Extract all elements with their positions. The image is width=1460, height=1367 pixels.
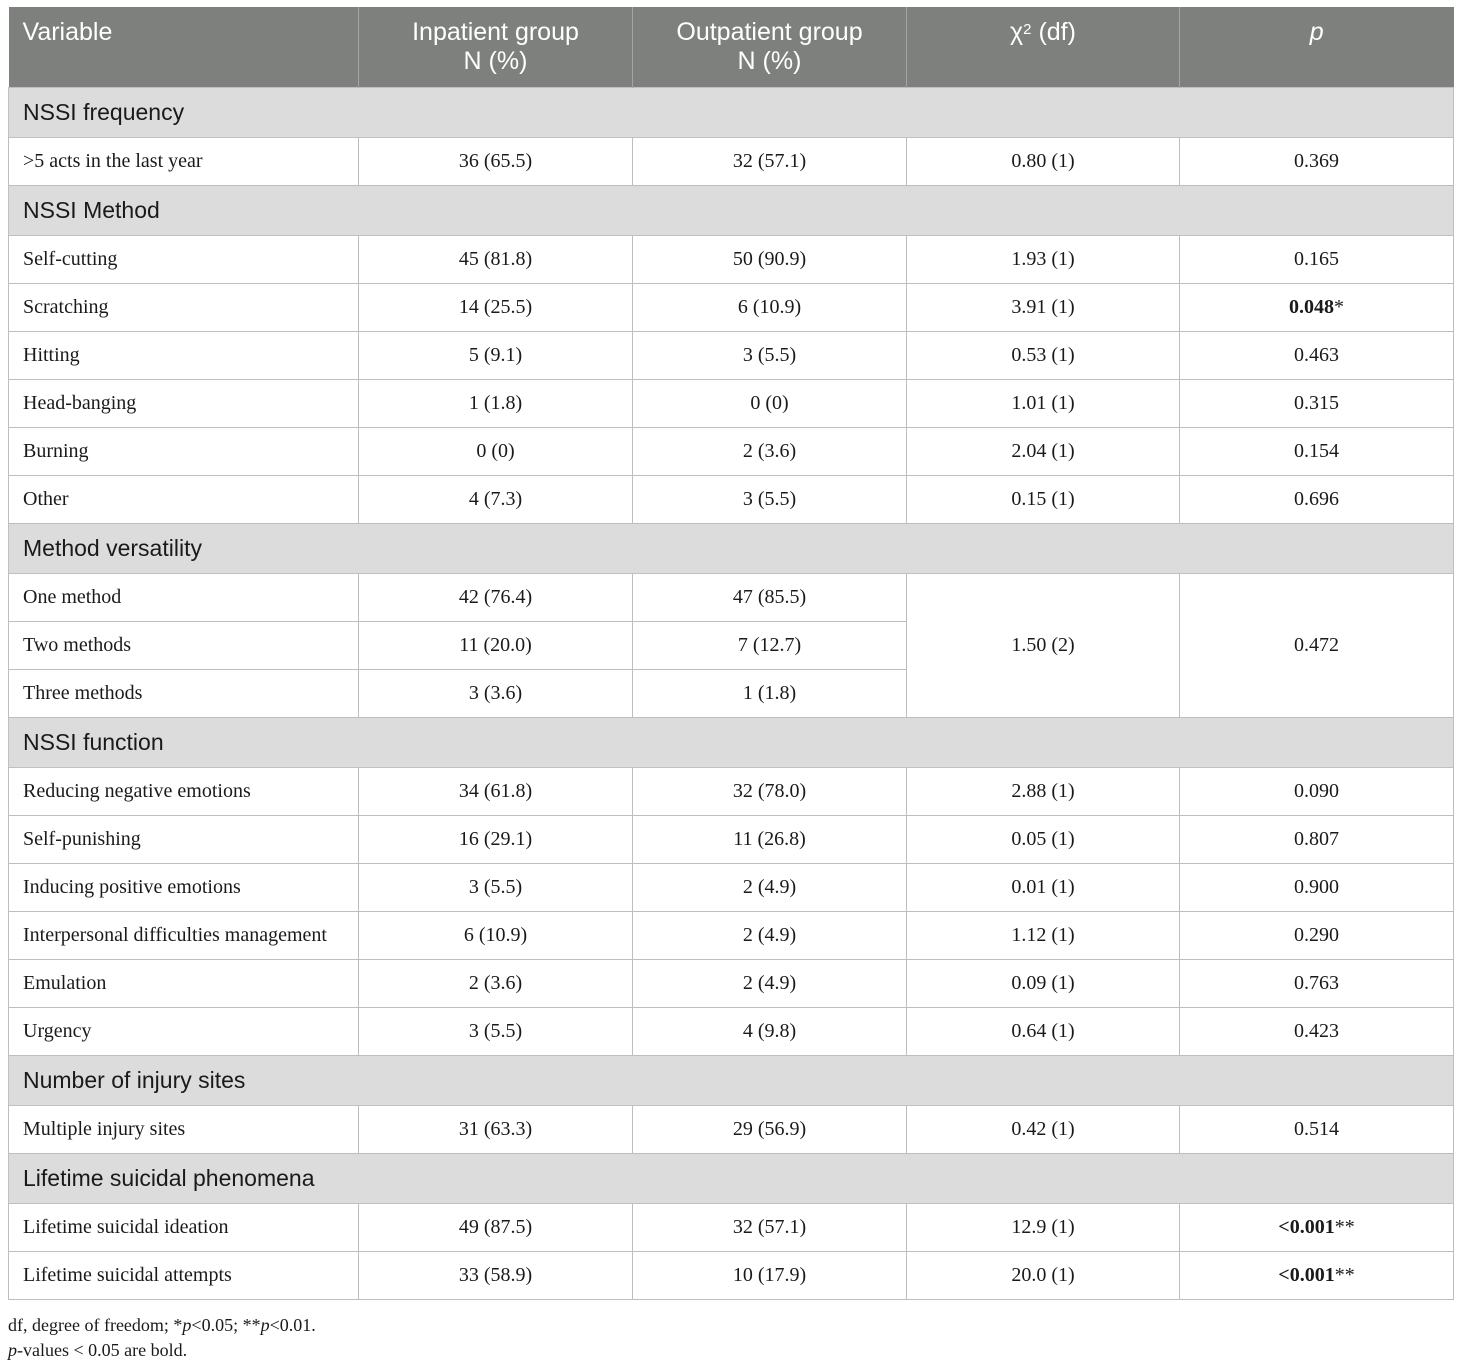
cell-inpatient: 11 (20.0) [359, 621, 633, 669]
cell-chi-square: 2.04 (1) [907, 427, 1180, 475]
p-value-text: 0.290 [1294, 923, 1339, 946]
section-row [9, 717, 1454, 767]
cell-inpatient: 36 (65.5) [359, 137, 633, 185]
cell-variable: Lifetime suicidal attempts [9, 1251, 359, 1299]
cell-inpatient: 16 (29.1) [359, 815, 633, 863]
significance-mark: ** [1334, 1215, 1355, 1238]
table-row [9, 235, 1454, 283]
cell-variable: One method [9, 573, 359, 621]
cell-outpatient: 4 (9.8) [633, 1007, 907, 1055]
table-row [9, 137, 1454, 185]
section-title: Lifetime suicidal phenomena [9, 1153, 1454, 1203]
p-value-text: 0.369 [1294, 149, 1339, 172]
cell-outpatient: 6 (10.9) [633, 283, 907, 331]
cell-chi-square: 1.93 (1) [907, 235, 1180, 283]
cell-inpatient: 2 (3.6) [359, 959, 633, 1007]
cell-variable: >5 acts in the last year [9, 137, 359, 185]
cell-p-value [1180, 911, 1454, 959]
cell-variable: Head-banging [9, 379, 359, 427]
table-row [9, 911, 1454, 959]
cell-outpatient: 0 (0) [633, 379, 907, 427]
table-row [9, 427, 1454, 475]
cell-variable: Emulation [9, 959, 359, 1007]
cell-variable: Interpersonal difficulties management [9, 911, 359, 959]
cell-p-value [1180, 379, 1454, 427]
cell-inpatient: 1 (1.8) [359, 379, 633, 427]
table-row [9, 767, 1454, 815]
cell-chi-square: 1.12 (1) [907, 911, 1180, 959]
table-header [9, 7, 1454, 87]
table-row [9, 1105, 1454, 1153]
cell-outpatient: 2 (3.6) [633, 427, 907, 475]
section-row [9, 523, 1454, 573]
table-row [9, 379, 1454, 427]
cell-inpatient: 34 (61.8) [359, 767, 633, 815]
p-value-text: 0.090 [1294, 779, 1339, 802]
cell-chi-square: 1.01 (1) [907, 379, 1180, 427]
table-row [9, 1203, 1454, 1251]
cell-variable: Self-cutting [9, 235, 359, 283]
cell-chi-square: 0.09 (1) [907, 959, 1180, 1007]
cell-chi-square: 0.53 (1) [907, 331, 1180, 379]
cell-variable: Scratching [9, 283, 359, 331]
p-value-text: <0.001 [1278, 1263, 1335, 1286]
p-value-text: 0.423 [1294, 1019, 1339, 1042]
p-value-text: 0.807 [1294, 827, 1339, 850]
table-row [9, 1251, 1454, 1299]
cell-inpatient: 0 (0) [359, 427, 633, 475]
header-inpatient: Inpatient group N (%) [359, 7, 633, 87]
nssi-comparison-table [8, 7, 1454, 1300]
cell-p-value [1180, 863, 1454, 911]
table-row [9, 863, 1454, 911]
cell-outpatient: 29 (56.9) [633, 1105, 907, 1153]
p-value-text: 0.048 [1289, 295, 1334, 318]
section-title: NSSI function [9, 717, 1454, 767]
cell-variable: Urgency [9, 1007, 359, 1055]
section-row [9, 87, 1454, 137]
cell-inpatient: 3 (5.5) [359, 1007, 633, 1055]
table-row [9, 331, 1454, 379]
cell-outpatient: 11 (26.8) [633, 815, 907, 863]
results-table-container [8, 7, 1453, 1300]
cell-outpatient: 2 (4.9) [633, 959, 907, 1007]
cell-p-value [1180, 1007, 1454, 1055]
section-title: NSSI frequency [9, 87, 1454, 137]
header-chi-square: $\chi^2$ (df) [907, 7, 1180, 87]
cell-p-value [1180, 235, 1454, 283]
cell-chi-square: 0.64 (1) [907, 1007, 1180, 1055]
p-value-text: 0.165 [1294, 247, 1339, 270]
cell-outpatient: 7 (12.7) [633, 621, 907, 669]
table-row [9, 959, 1454, 1007]
cell-chi-square: 0.15 (1) [907, 475, 1180, 523]
section-row [9, 1055, 1454, 1105]
cell-variable: Inducing positive emotions [9, 863, 359, 911]
cell-variable: Two methods [9, 621, 359, 669]
section-title: Number of injury sites [9, 1055, 1454, 1105]
p-value-text: 0.463 [1294, 343, 1339, 366]
cell-chi-square: 1.50 (2) [907, 573, 1180, 717]
cell-chi-square: 12.9 (1) [907, 1203, 1180, 1251]
cell-inpatient: 31 (63.3) [359, 1105, 633, 1153]
section-title: NSSI Method [9, 185, 1454, 235]
cell-inpatient: 3 (3.6) [359, 669, 633, 717]
cell-chi-square: 0.42 (1) [907, 1105, 1180, 1153]
cell-outpatient: 32 (57.1) [633, 1203, 907, 1251]
cell-outpatient: 2 (4.9) [633, 911, 907, 959]
cell-inpatient: 4 (7.3) [359, 475, 633, 523]
table-row [9, 573, 1454, 621]
cell-inpatient: 33 (58.9) [359, 1251, 633, 1299]
cell-inpatient: 5 (9.1) [359, 331, 633, 379]
cell-variable: Multiple injury sites [9, 1105, 359, 1153]
cell-variable: Other [9, 475, 359, 523]
cell-p-value [1180, 475, 1454, 523]
p-value-text: 0.763 [1294, 971, 1339, 994]
significance-mark: * [1334, 295, 1344, 318]
cell-variable: Reducing negative emotions [9, 767, 359, 815]
cell-p-value [1180, 767, 1454, 815]
cell-p-value [1180, 427, 1454, 475]
table-row [9, 815, 1454, 863]
cell-chi-square: 3.91 (1) [907, 283, 1180, 331]
footnote-line-2: p-values < 0.05 are bold. [8, 1340, 188, 1360]
cell-outpatient: 47 (85.5) [633, 573, 907, 621]
cell-chi-square: 0.80 (1) [907, 137, 1180, 185]
cell-p-value [1180, 815, 1454, 863]
cell-inpatient: 14 (25.5) [359, 283, 633, 331]
cell-p-value [1180, 331, 1454, 379]
cell-outpatient: 32 (78.0) [633, 767, 907, 815]
cell-variable: Hitting [9, 331, 359, 379]
cell-inpatient: 42 (76.4) [359, 573, 633, 621]
header-outpatient: Outpatient group N (%) [633, 7, 907, 87]
p-value-text: 0.514 [1294, 1117, 1339, 1140]
p-value-text: 0.315 [1294, 391, 1339, 414]
cell-outpatient: 10 (17.9) [633, 1251, 907, 1299]
cell-inpatient: 6 (10.9) [359, 911, 633, 959]
cell-chi-square: 20.0 (1) [907, 1251, 1180, 1299]
table-body [9, 87, 1454, 1299]
table-row [9, 283, 1454, 331]
cell-inpatient: 45 (81.8) [359, 235, 633, 283]
cell-outpatient: 3 (5.5) [633, 475, 907, 523]
section-row [9, 185, 1454, 235]
cell-variable: Burning [9, 427, 359, 475]
cell-p-value [1180, 959, 1454, 1007]
p-value-text: 0.696 [1294, 487, 1339, 510]
cell-outpatient: 32 (57.1) [633, 137, 907, 185]
cell-p-value [1180, 283, 1454, 331]
table-row [9, 1007, 1454, 1055]
cell-p-value [1180, 137, 1454, 185]
p-value-text: 0.154 [1294, 439, 1339, 462]
cell-outpatient: 3 (5.5) [633, 331, 907, 379]
cell-inpatient: 49 (87.5) [359, 1203, 633, 1251]
cell-chi-square: 0.05 (1) [907, 815, 1180, 863]
footnote-line-1: df, degree of freedom; *p<0.05; **p<0.01. [8, 1315, 316, 1335]
cell-outpatient: 2 (4.9) [633, 863, 907, 911]
cell-variable: Lifetime suicidal ideation [9, 1203, 359, 1251]
cell-p-value: 0.472 [1180, 573, 1454, 717]
cell-variable: Self-punishing [9, 815, 359, 863]
cell-p-value [1180, 1203, 1454, 1251]
header-variable: Variable [9, 7, 359, 87]
cell-chi-square: 0.01 (1) [907, 863, 1180, 911]
cell-variable: Three methods [9, 669, 359, 717]
table-row [9, 475, 1454, 523]
section-row [9, 1153, 1454, 1203]
header-p-value: p [1180, 7, 1454, 87]
cell-inpatient: 3 (5.5) [359, 863, 633, 911]
section-title: Method versatility [9, 523, 1454, 573]
cell-outpatient: 1 (1.8) [633, 669, 907, 717]
cell-p-value [1180, 1251, 1454, 1299]
cell-chi-square: 2.88 (1) [907, 767, 1180, 815]
cell-outpatient: 50 (90.9) [633, 235, 907, 283]
table-footnotes [8, 1313, 316, 1363]
p-value-text: <0.001 [1278, 1215, 1335, 1238]
p-value-text: 0.900 [1294, 875, 1339, 898]
cell-p-value [1180, 1105, 1454, 1153]
significance-mark: ** [1334, 1263, 1355, 1286]
